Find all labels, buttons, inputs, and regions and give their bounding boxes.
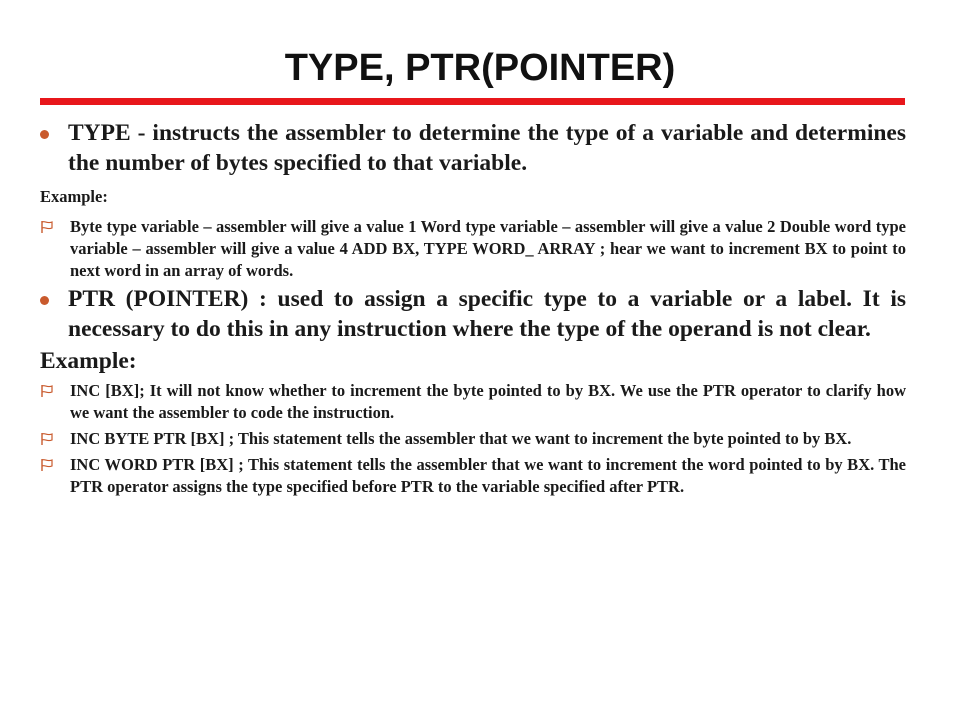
sub-item-text: INC BYTE PTR [BX] ; This statement tells the assembler that we want to increment the byte pointed to by BX. [70,429,852,448]
example-label-type: Example: [40,187,108,206]
bullet-type [40,118,906,178]
sub-item-text: Byte type variable – assembler will give a value 1 Word type variable – assembler will give a value 2 Double word type variable – assembler will give a value 4 ADD BX, TYPE WORD_ ARRAY ; hear we want to increment BX to point to next word in an array of words. [70,217,906,280]
dot-bullet-icon [40,296,49,305]
sub-item-text: INC [BX]; It will not know whether to increment the byte pointed to by BX. We use the PTR operator to clarify how we want the assembler to code the instruction. [70,381,906,422]
sub-item-type-sizes [40,216,906,282]
example-label-ptr: Example: [40,348,137,374]
sub-item-inc-bx [40,380,906,424]
sub-item-inc-word-ptr [40,454,906,498]
bullet-type-text: TYPE - instructs the assembler to determine the type of a variable and determines the number of bytes specified to that variable. [68,120,906,176]
slide-content [40,118,906,498]
sub-item-inc-byte-ptr [40,428,906,450]
flag-bullet-icon [40,220,54,234]
slide-title: TYPE, PTR(POINTER) [284,47,676,89]
sub-item-text: INC WORD PTR [BX] ; This statement tells the assembler that we want to increment the word pointed to by BX. The PTR operator assigns the type specified before PTR to the variable specified after PTR. [70,455,906,496]
bullet-ptr [40,284,906,344]
flag-bullet-icon [40,458,54,472]
title-underline-rule [40,98,905,105]
flag-bullet-icon [40,384,54,398]
flag-bullet-icon [40,432,54,446]
bullet-ptr-text: PTR (POINTER) : used to assign a specific type to a variable or a label. It is necessary to do this in any instruction where the type of the operand is not clear. [68,286,906,342]
dot-bullet-icon [40,130,49,139]
